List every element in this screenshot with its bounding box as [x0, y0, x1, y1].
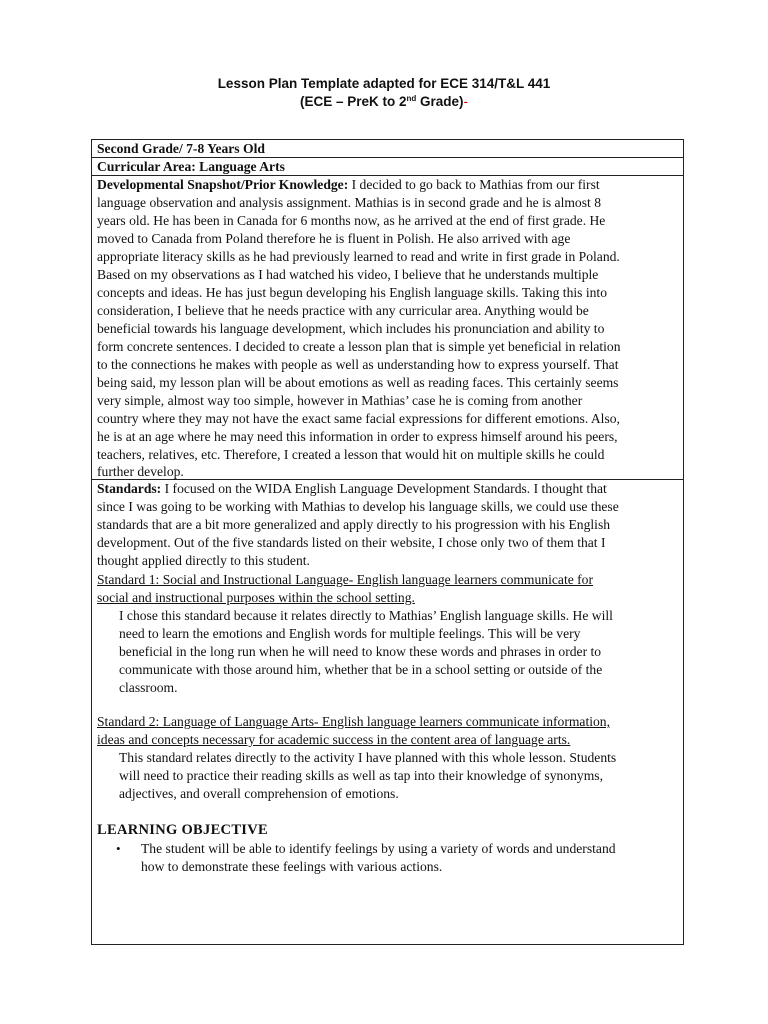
- snapshot-row: [92, 176, 683, 480]
- snapshot-line: beneficial towards his language development, which includes his pronunciation and ability to: [97, 321, 605, 336]
- learning-objective-heading: LEARNING OBJECTIVE: [97, 822, 268, 838]
- standards-line: since I was going to be working with Mathias to develop his language skills, we could use these: [97, 499, 619, 514]
- snapshot-line: Based on my observations as I had watched his video, I believe that he understands multiple: [97, 267, 599, 282]
- grade-label: Second Grade/ 7-8 Years Old: [97, 141, 265, 156]
- standard2-title-line: ideas and concepts necessary for academic success in the content area of language arts.: [97, 732, 571, 747]
- snapshot-line: form concrete sentences. I decided to create a lesson plan that is simple yet beneficial in relation: [97, 339, 621, 354]
- standard1-title-line: Standard 1: Social and Instructional Language- English language learners communicate for: [97, 572, 594, 587]
- snapshot-line: language observation and analysis assignment. Mathias is in second grade and he is almost 8: [97, 195, 601, 210]
- standards-first-line: [97, 480, 607, 498]
- standards-label: Standards:: [97, 481, 162, 496]
- lesson-plan-table: [91, 139, 684, 945]
- standard1-body-line: beneficial in the long run when he will need to know these words and phrases in order to: [119, 644, 602, 659]
- standards-line: thought applied directly to this student.: [97, 553, 310, 568]
- standards-row: [92, 480, 683, 944]
- standard2-body-line: will need to practice their reading skills as well as tap into their knowledge of synonyms,: [119, 768, 603, 783]
- snapshot-first-text: I decided to go back to Mathias from our first: [348, 177, 600, 192]
- standard1-body-line: need to learn the emotions and English words for multiple feelings. This will be very: [119, 626, 581, 641]
- bullet-icon: •: [116, 841, 121, 856]
- snapshot-line: moved to Canada from Poland therefore he is fluent in Polish. He also arrived with age: [97, 231, 571, 246]
- curricular-area-label: Curricular Area: Language Arts: [97, 159, 285, 174]
- snapshot-first-line: [97, 176, 600, 194]
- snapshot-line: consideration, I believe that he needs practice with any curricular area. Anything would be: [97, 303, 589, 318]
- standards-line: standards that are a bit more generalized and apply directly to his progression with his English: [97, 517, 611, 532]
- document-subtitle: [0, 94, 768, 110]
- standard1-body-line: I chose this standard because it relates directly to Mathias’ English language skills. He will: [119, 608, 613, 623]
- standard1-body-line: communicate with those around him, whether that be in a school setting or outside of the: [119, 662, 603, 677]
- snapshot-line: years old. He has been in Canada for 6 months now, as he arrived at the end of first grade. He: [97, 213, 606, 228]
- snapshot-line: concepts and ideas. He has just begun developing his English language skills. Taking this into: [97, 285, 607, 300]
- snapshot-label: Developmental Snapshot/Prior Knowledge:: [97, 177, 349, 192]
- subtitle-suffix: Grade): [416, 94, 464, 109]
- subtitle-prefix: (ECE – PreK to 2: [299, 94, 407, 109]
- snapshot-line: to the connections he makes with people as well as understanding how to express yourself. That: [97, 357, 619, 372]
- snapshot-line: further develop.: [97, 464, 184, 479]
- standard1-title-line: social and instructional purposes within the school setting.: [97, 590, 415, 605]
- snapshot-line: he is at an age where he may need this information in order to express himself around his peers,: [97, 429, 618, 444]
- grade-row: [92, 140, 683, 158]
- standard2-title-line: Standard 2: Language of Language Arts- English language learners communicate information,: [97, 714, 610, 729]
- snapshot-line: being said, my lesson plan will be about emotions as well as reading faces. This certainly seems: [97, 375, 619, 390]
- standards-line: development. Out of the five standards listed on their website, I chose only two of them that I: [97, 535, 606, 550]
- objective-line: The student will be able to identify feelings by using a variety of words and understand: [141, 841, 616, 856]
- snapshot-line: appropriate literacy skills as he had previously learned to read and write in first grade in Poland.: [97, 249, 620, 264]
- standards-first-text: I focused on the WIDA English Language Development Standards. I thought that: [161, 481, 607, 496]
- objective-line: how to demonstrate these feelings with various actions.: [141, 859, 443, 874]
- standard2-body-line: adjectives, and overall comprehension of emotions.: [119, 786, 399, 801]
- standard2-body-line: This standard relates directly to the activity I have planned with this whole lesson. Students: [119, 750, 617, 765]
- subtitle-superscript: nd: [406, 94, 417, 103]
- curricular-area-row: [92, 158, 683, 176]
- document-title: Lesson Plan Template adapted for ECE 314/T&L 441: [217, 76, 551, 91]
- snapshot-line: country where they may not have the exact same facial expressions for different emotions. Also,: [97, 411, 620, 426]
- subtitle-mark: -: [463, 94, 469, 109]
- snapshot-line: teachers, relatives, etc. Therefore, I created a lesson that would hit on multiple skills he could: [97, 447, 605, 462]
- snapshot-line: very simple, almost way too simple, however in Mathias’ case he is coming from another: [97, 393, 583, 408]
- standard1-body-line: classroom.: [119, 680, 178, 695]
